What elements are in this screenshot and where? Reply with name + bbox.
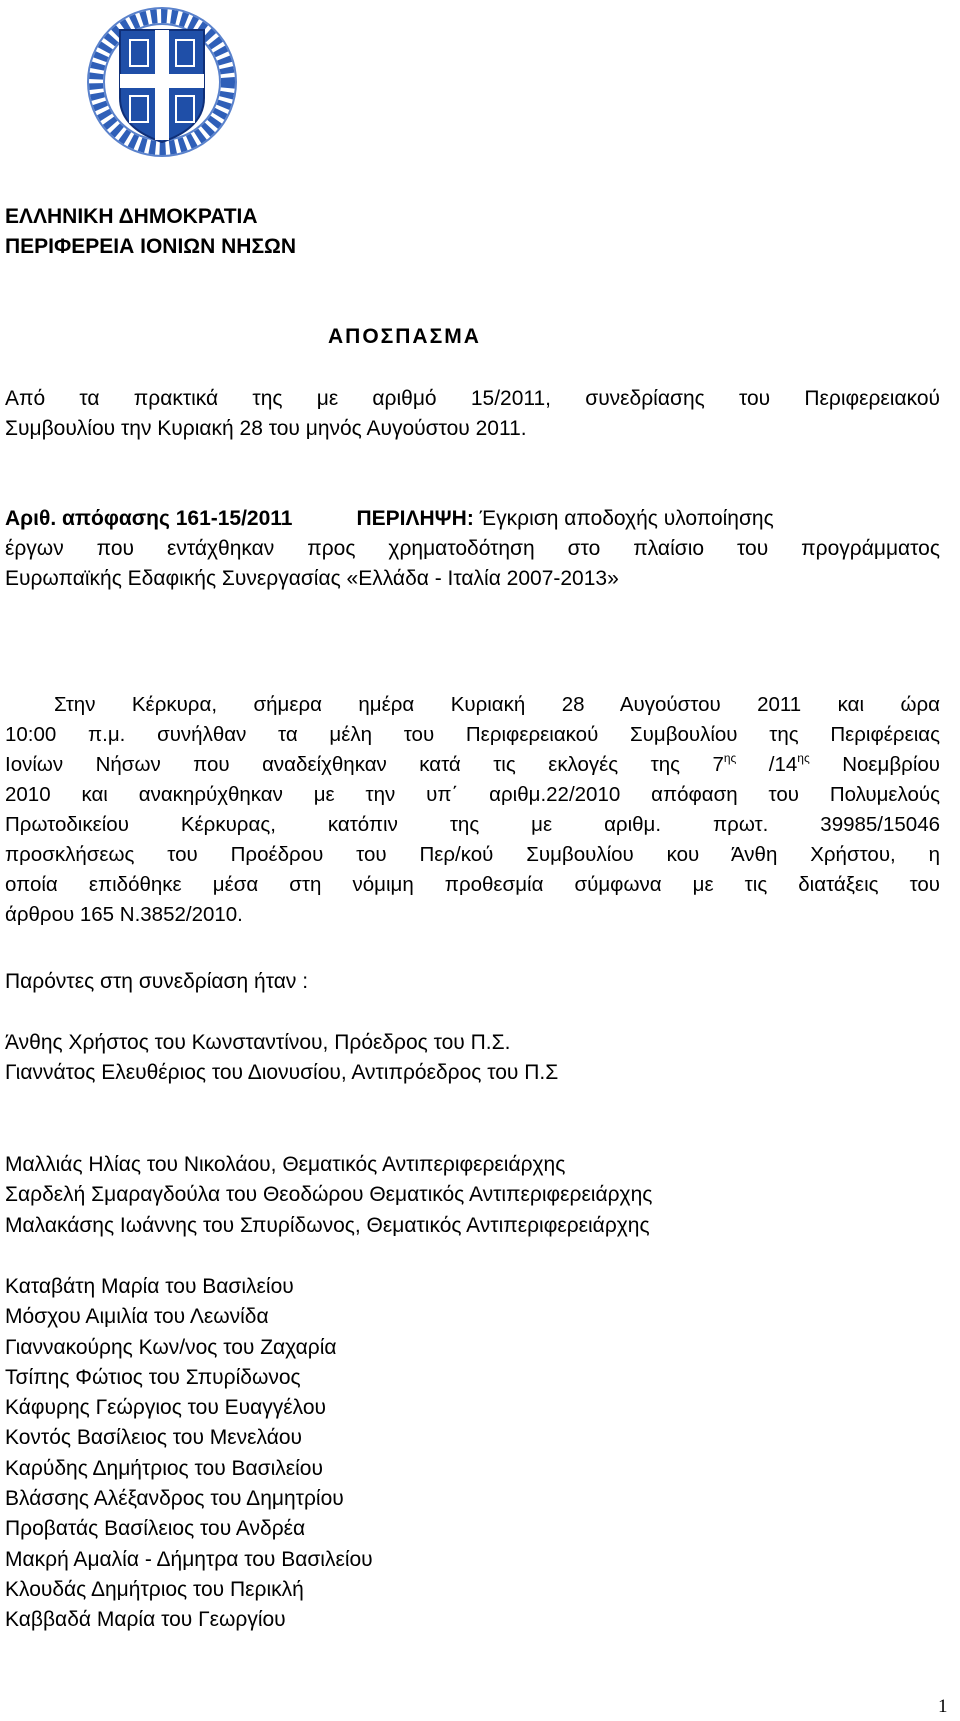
list-item: Κοντός Βασίλειος του Μενελάου [5, 1426, 302, 1450]
intro-line-1: Από τα πρακτικά της με αριθμό 15/2011, συνεδρίασης του Περιφερειακού [5, 387, 940, 410]
decision-number: Αριθ. απόφασης 161-15/2011 [5, 507, 293, 530]
page-number: 1 [938, 1696, 948, 1717]
list-item: Τσίπης Φώτιος του Σπυρίδωνος [5, 1365, 301, 1389]
list-item: Προβατάς Βασίλειος του Ανδρέα [5, 1517, 306, 1541]
list-item: Γιαννακούρης Κων/νος του Ζαχαρία [5, 1335, 337, 1359]
list-item: Άνθης Χρήστος του Κωνσταντίνου, Πρόεδρος του Π.Σ. [5, 1031, 511, 1054]
body-line-4: 2010 και ανακηρύχθηκαν με την υπ΄ αριθμ.22/2010 απόφαση του Πολυμελούς [5, 783, 940, 806]
body-line-3-month: Νοεμβρίου [809, 753, 940, 776]
list-item: Κάφυρης Γεώργιος του Ευαγγέλου [5, 1396, 326, 1420]
body-line-8: άρθρου 165 Ν.3852/2010. [5, 903, 243, 926]
list-item: Καββαδά Μαρία του Γεωργίου [5, 1608, 286, 1632]
ordinal-suffix-1: ης [723, 751, 737, 765]
list-item: Σαρδελή Σμαραγδούλα του Θεοδώρου Θεματικός Αντιπεριφερειάρχης [5, 1183, 653, 1207]
body-line-1: Στην Κέρκυρα, σήμερα ημέρα Κυριακή 28 Αυγούστου 2011 και ώρα [54, 693, 940, 716]
document-title: ΑΠΟΣΠΑΣΜΑ [328, 325, 481, 348]
body-line-6: προσκλήσεως του Προέδρου του Περ/κού Συμβουλίου κου Άνθη Χρήστου, η [5, 843, 940, 866]
body-line-7: οποία επιδόθηκε μέσα στη νόμιμη προθεσμία σύμφωνα με τις διατάξεις του [5, 873, 940, 896]
list-item: Μόσχου Αιμιλία του Λεωνίδα [5, 1305, 269, 1329]
deputy-governors-list [5, 1150, 652, 1241]
list-item: Μαλλιάς Ηλίας του Νικολάου, Θεματικός Αντιπεριφερειάρχης [5, 1153, 566, 1176]
list-item: Καταβάτη Μαρία του Βασιλείου [5, 1275, 294, 1298]
summary-label: ΠΕΡΙΛΗΨΗ: [356, 507, 474, 530]
issuer-header [5, 202, 296, 262]
list-item: Κλουδάς Δημήτριος του Περικλή [5, 1577, 304, 1601]
ordinal-suffix-2: ης [797, 751, 810, 765]
intro-line-2: Συμβουλίου την Κυριακή 28 του μηνός Αυγούστου 2011. [5, 417, 527, 440]
decision-line-3: Ευρωπαϊκής Εδαφικής Συνεργασίας «Ελλάδα - Ιταλία 2007-2013» [5, 567, 619, 590]
body-line-3-date: /14 [736, 753, 798, 776]
list-item: Μαλακάσης Ιωάννης του Σπυρίδωνος, Θεματικός Αντιπεριφερειάρχης [5, 1213, 650, 1237]
body-line-5: Πρωτοδικείου Κέρκυρας, κατόπιν της με αριθμ. πρωτ. 39985/15046 [5, 813, 940, 836]
presidium-list [5, 1028, 558, 1089]
body-line-3-text: Ιονίων Νήσων που αναδείχθηκαν κατά τις εκλογές της 7 [5, 753, 724, 776]
decision-line-2: έργων που εντάχθηκαν προς χρηματοδότηση στο πλαίσιο του προγράμματος [5, 537, 940, 560]
summary-text: Έγκριση αποδοχής υλοποίησης [473, 507, 774, 530]
list-item: Καρύδης Δημήτριος του Βασιλείου [5, 1456, 323, 1480]
present-heading: Παρόντες στη συνεδρίαση ήταν : [5, 970, 309, 993]
body-line-3 [5, 750, 940, 780]
issuer-region: ΠΕΡΙΦΕΡΕΙΑ ΙΟΝΙΩΝ ΝΗΣΩΝ [5, 235, 297, 258]
greek-coat-of-arms-icon [82, 2, 242, 162]
issuer-country: ΕΛΛΗΝΙΚΗ ΔΗΜΟΚΡΑΤΙΑ [5, 205, 258, 228]
list-item: Γιαννάτος Ελευθέριος του Διονυσίου, Αντιπρόεδρος του Π.Σ [5, 1061, 559, 1085]
members-list [5, 1272, 373, 1636]
body-line-2: 10:00 π.μ. συνήλθαν τα μέλη του Περιφερειακού Συμβουλίου της Περιφέρειας [5, 723, 940, 746]
list-item: Βλάσσης Αλέξανδρος του Δημητρίου [5, 1487, 344, 1511]
decision-line-1 [5, 504, 774, 534]
list-item: Μακρή Αμαλία - Δήμητρα του Βασιλείου [5, 1547, 373, 1571]
